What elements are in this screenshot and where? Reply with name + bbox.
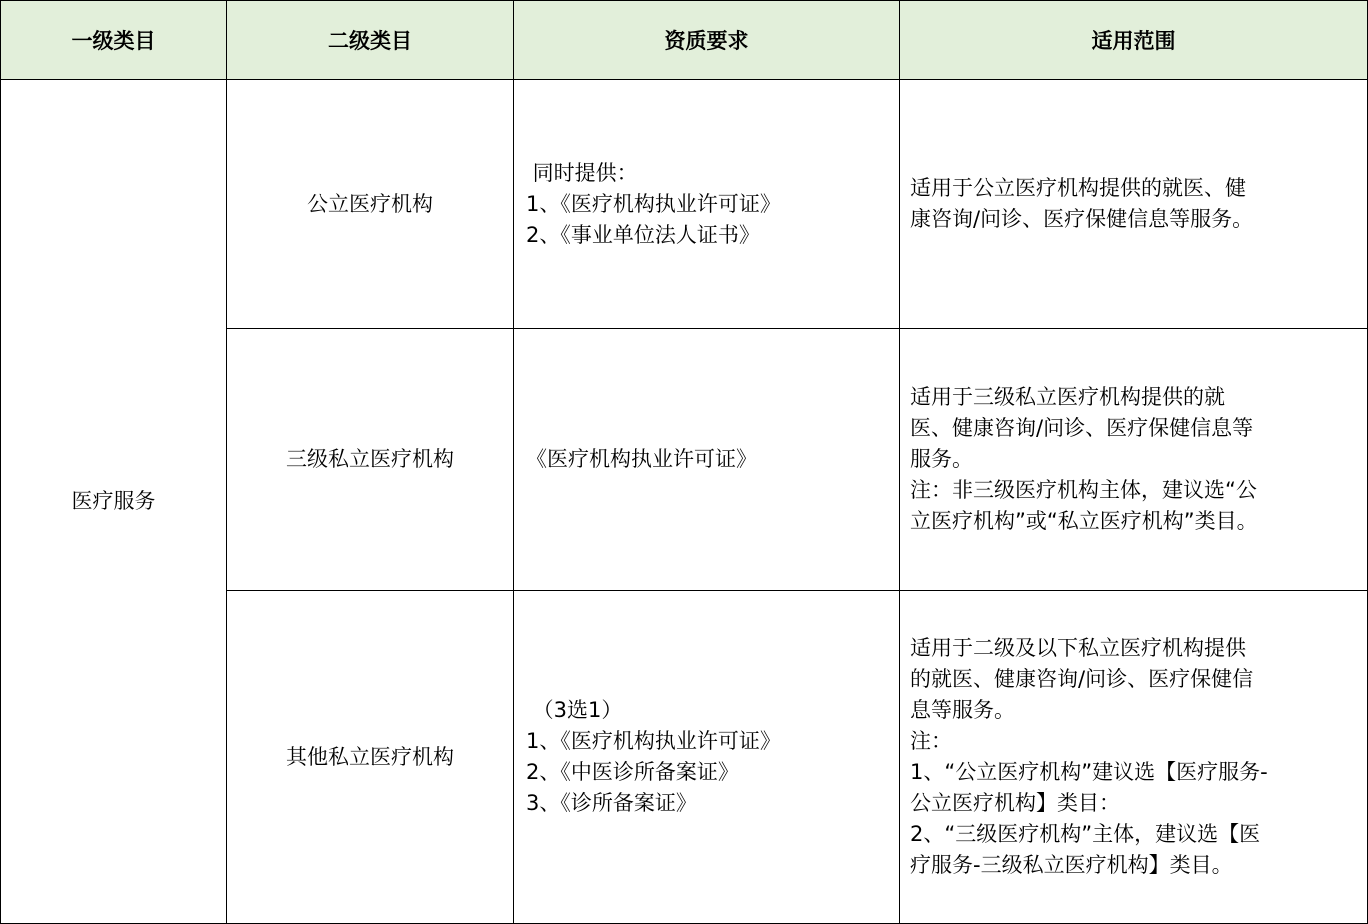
header-level2: 二级类目 xyxy=(227,1,514,80)
scope-line: 适用于公立医疗机构提供的就医、健 xyxy=(910,176,1246,200)
requirements-cell xyxy=(514,329,900,591)
scope-line: 立医疗机构”或“私立医疗机构”类目。 xyxy=(910,509,1258,533)
requirements-cell xyxy=(514,80,900,329)
header-row xyxy=(1,1,1368,80)
header-scope: 适用范围 xyxy=(900,1,1368,80)
scope-line: 适用于三级私立医疗机构提供的就 xyxy=(910,385,1225,409)
requirement-line: 2、《事业单位法人证书》 xyxy=(526,222,760,247)
scope-line: 疗服务-三级私立医疗机构】类目。 xyxy=(910,853,1233,877)
requirement-line: （3选1） xyxy=(526,698,623,722)
scope-line: 1、“公立医疗机构”建议选【医疗服务- xyxy=(910,760,1268,784)
scope-line: 息等服务。 xyxy=(910,698,1015,722)
scope-line: 服务。 xyxy=(910,447,973,471)
scope-cell xyxy=(900,591,1368,924)
scope-line: 的就医、健康咨询/问诊、医疗保健信 xyxy=(910,667,1254,691)
requirement-line: 《医疗机构执业许可证》 xyxy=(526,447,757,471)
level2-cell: 公立医疗机构 xyxy=(227,80,514,329)
scope-line: 2、“三级医疗机构”主体，建议选【医 xyxy=(910,822,1261,846)
requirement-line: 3、《诊所备案证》 xyxy=(526,791,697,815)
header-level1: 一级类目 xyxy=(1,1,227,80)
requirements-cell xyxy=(514,591,900,924)
header-requirements: 资质要求 xyxy=(514,1,900,80)
requirement-line: 2、《中医诊所备案证》 xyxy=(526,760,739,784)
scope-line: 注： xyxy=(910,729,952,753)
scope-cell xyxy=(900,80,1368,329)
table-row xyxy=(1,80,1368,329)
level2-cell: 三级私立医疗机构 xyxy=(227,329,514,591)
scope-line: 康咨询/问诊、医疗保健信息等服务。 xyxy=(910,207,1254,231)
scope-line: 公立医疗机构】类目： xyxy=(910,791,1120,815)
requirement-line: 1、《医疗机构执业许可证》 xyxy=(526,191,781,216)
scope-line: 医、健康咨询/问诊、医疗保健信息等 xyxy=(910,416,1254,440)
requirement-line: 1、《医疗机构执业许可证》 xyxy=(526,729,781,753)
level2-cell: 其他私立医疗机构 xyxy=(227,591,514,924)
scope-cell xyxy=(900,329,1368,591)
scope-line: 适用于二级及以下私立医疗机构提供 xyxy=(910,636,1246,660)
level1-cell: 医疗服务 xyxy=(1,80,227,924)
scope-line: 注：非三级医疗机构主体，建议选“公 xyxy=(910,478,1257,502)
requirement-line: 同时提供： xyxy=(526,160,638,185)
